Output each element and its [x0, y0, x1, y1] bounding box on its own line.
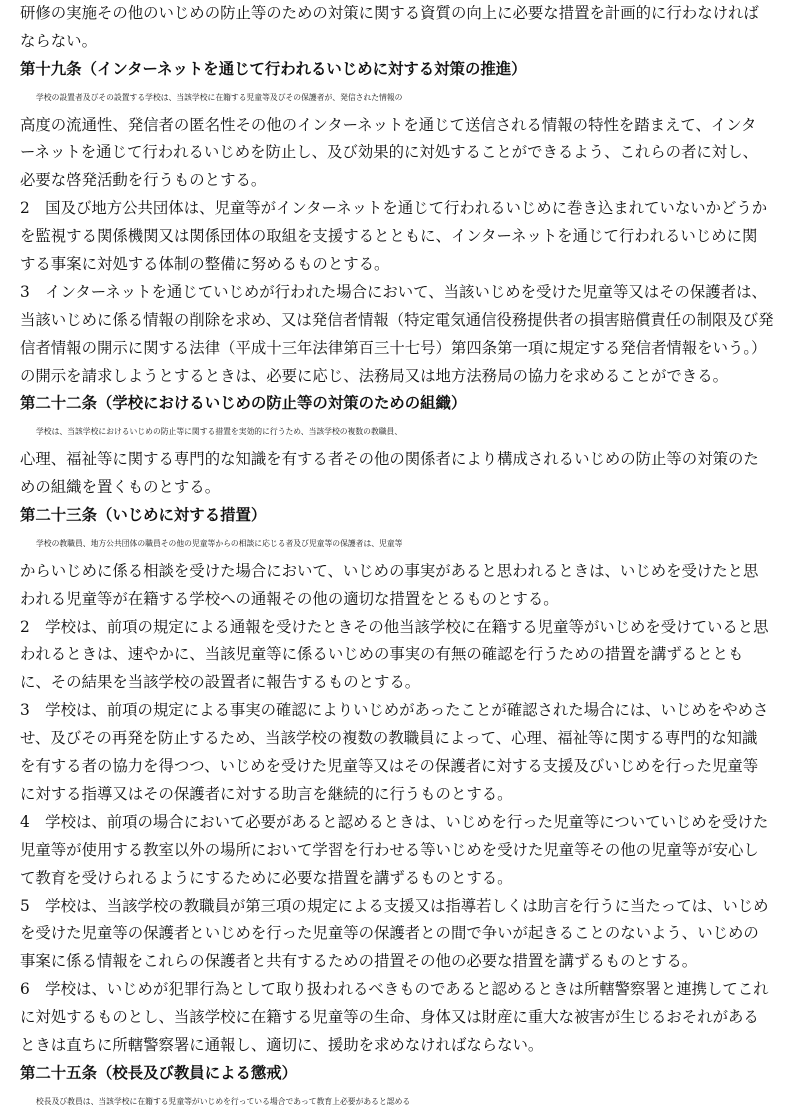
article-heading: 第二十五条（校長及び教員による懲戒） [20, 1063, 298, 1082]
text-line: 当該いじめに係る情報の削除を求め、又は発信者情報（特定電気通信役務提供者の損害賠償責任の制限及び発 [20, 310, 774, 329]
text-line: ならない。 [20, 31, 97, 50]
text-line: 学校の教職員、地方公共団体の職員その他の児童等からの相談に応じる者及び児童等の保護者は、児童等 [36, 538, 403, 548]
text-line: 校長及び教員は、当該学校に在籍する児童等がいじめを行っている場合であって教育上必要があると認める [36, 1096, 411, 1106]
text-line: 6 学校は、いじめが犯罪行為として取り扱われるべきものであると認めるときは所轄警察署と連携してこれ [20, 980, 769, 999]
text-line: めの組織を置くものとする。 [20, 478, 221, 497]
document-body [20, 0, 788, 1116]
text-line: 学校は、当該学校におけるいじめの防止等に関する措置を実効的に行うため、当該学校の複数の教職員、 [36, 427, 403, 437]
text-line: の開示を請求しようとするときは、必要に応じ、法務局又は地方法務局の協力を求めることができる。 [20, 366, 728, 385]
text-line: われる児童等が在籍する学校への通報その他の適切な措置をとるものとする。 [20, 589, 559, 608]
text-line: 3 インターネットを通じていじめが行われた場合において、当該いじめを受けた児童等又はその保護者は、 [20, 282, 767, 301]
text-line: 2 学校は、前項の規定による通報を受けたときその他当該学校に在籍する児童等がいじめを受けていると思 [20, 617, 769, 636]
text-line: を有する者の協力を得つつ、いじめを受けた児童等又はその保護者に対する支援及びいじめを行った児童等 [20, 757, 759, 776]
article-heading: 第二十三条（いじめに対する措置） [20, 506, 267, 525]
text-line: からいじめに係る相談を受けた場合において、いじめの事実があると思われるときは、いじめを受けたと思 [20, 561, 759, 580]
text-line: 2 国及び地方公共団体は、児童等がインターネットを通じて行われるいじめに巻き込まれていないかどうか [20, 199, 768, 218]
article-heading: 第十九条（インターネットを通じて行われるいじめに対する対策の推進） [20, 59, 527, 78]
text-line: する事案に対処する体制の整備に努めるものとする。 [20, 255, 390, 274]
text-line: 信者情報の開示に関する法律（平成十三年法律第百三十七号）第四条第一項に規定する発信者情報をいう。） [20, 338, 767, 357]
text-line: ーネットを通じて行われるいじめを防止し、及び効果的に対処することができるよう、これらの者に対し、 [20, 143, 758, 162]
text-line: ときは直ちに所轄警察署に通報し、適切に、援助を求めなければならない。 [20, 1035, 544, 1054]
text-line: 3 学校は、前項の規定による事実の確認によりいじめがあったことが確認された場合には、いじめをやめさ [20, 701, 769, 720]
article-heading: 第二十二条（学校におけるいじめの防止等の対策のための組織） [20, 394, 467, 413]
text-line: 学校の設置者及びその設置する学校は、当該学校に在籍する児童等及びその保護者が、発信された情報の [36, 92, 403, 102]
text-line: 児童等が使用する教室以外の場所において学習を行わせる等いじめを受けた児童等その他の児童等が安心し [20, 840, 759, 859]
text-line: を受けた児童等の保護者といじめを行った児童等の保護者との間で争いが起きることのないよう、いじめの [20, 924, 759, 943]
text-line: われるときは、速やかに、当該児童等に係るいじめの事実の有無の確認を行うための措置を講ずるととも [20, 645, 744, 664]
text-line: 研修の実施その他のいじめの防止等のための対策に関する資質の向上に必要な措置を計画的に行わなければ [20, 4, 759, 22]
text-line: に対処するものとし、当該学校に在籍する児童等の生命、身体又は財産に重大な被害が生じるおそれがある [20, 1008, 759, 1027]
text-line: に対する指導又はその保護者に対する助言を継続的に行うものとする。 [20, 784, 513, 803]
text-line: を監視する関係機関又は関係団体の取組を支援するとともに、インターネットを通じて行われるいじめに関 [20, 227, 758, 246]
text-line: 5 学校は、当該学校の教職員が第三項の規定による支援又は指導若しくは助言を行うに当たっては、いじめ [20, 896, 769, 915]
text-line: 高度の流通性、発信者の匿名性その他のインターネットを通じて送信される情報の特性を踏まえて、インタ [20, 115, 757, 134]
text-line: て教育を受けられるようにするために必要な措置を講ずるものとする。 [20, 868, 513, 887]
text-line: せ、及びその再発を防止するため、当該学校の複数の教職員によって、心理、福祉等に関する専門的な知識 [20, 729, 758, 748]
text-line: に、その結果を当該学校の設置者に報告するものとする。 [20, 673, 421, 692]
text-line: 心理、福祉等に関する専門的な知識を有する者その他の関係者により構成されるいじめの防止等の対策のた [20, 450, 759, 469]
text-line: 事案に係る情報をこれらの保護者と共有するための措置その他の必要な措置を講ずるものとする。 [20, 952, 698, 971]
text-line: 4 学校は、前項の場合において必要があると認めるときは、いじめを行った児童等についていじめを受けた [20, 812, 769, 831]
text-line: 必要な啓発活動を行うものとする。 [20, 171, 267, 190]
